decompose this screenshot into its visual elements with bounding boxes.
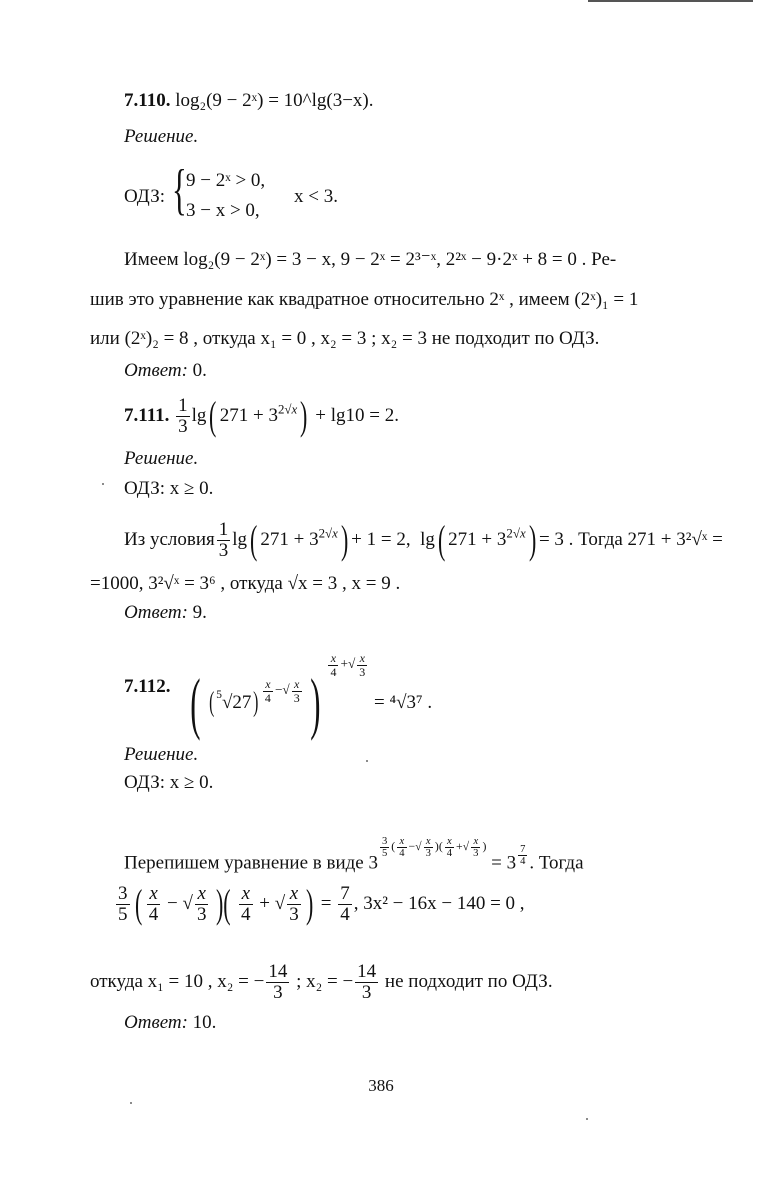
problem-number: 7.111. <box>124 404 170 426</box>
scan-speck <box>130 1102 132 1104</box>
roots-mid: x₁ = 10 , x₂ = − <box>147 970 265 992</box>
page-number: 386 <box>368 1076 394 1095</box>
answer-value: 0. <box>192 360 207 381</box>
system-brace: { <box>172 159 187 221</box>
answer-line <box>124 602 207 624</box>
roots-mid2: ; x₂ = − <box>296 970 354 992</box>
answer-label: Ответ: <box>124 1012 188 1033</box>
problem-7-112-equation: ( ( $^5$√27) $^{\frac{x}{4} -√ \frac{x}{3}}$ ) $^{\frac{x}{4} +√ \frac{x}{3}}$ = ⁴√3⁷ . <box>190 651 433 742</box>
odz-system-line-2: 3 − x > 0, <box>186 200 260 221</box>
problem-number: 7.112. <box>124 676 171 697</box>
product-equation: $\frac{3}{5}$ ( $\frac{x}{4}$ − √ $\frac{x}{3}$ )( $\frac{x}{4}$ + √ $\frac{x}{3}$ ) = $\frac{7}{4}$ , 3x² − 16x − 140 = 0 , <box>118 881 525 927</box>
solution-line-1: Имеем log₂(9 − 2ˣ) = 3 − x, 9 − 2ˣ = 2³⁻ˣ, 2²ˣ − 9·2ˣ + 8 = 0 . Ре- <box>124 249 617 270</box>
problem-equation: log₂(9 − 2ˣ) = 10^lg(3−x). <box>175 90 374 111</box>
answer-value: 9. <box>192 602 207 623</box>
odz-result: x < 3. <box>294 186 338 207</box>
condition-mid: + 1 = 2, <box>351 528 411 550</box>
odz-line: ОДЗ: x ≥ 0. <box>124 478 214 499</box>
answer-label: Ответ: <box>124 360 188 381</box>
problem-7-111-heading: 7.111. $\frac{1}{3}$ lg( $271 + 3^{2√x}) + \lg 10 = 2$. <box>124 393 399 439</box>
condition-tail: = 3 . Тогда 271 + 3²√ˣ = <box>538 528 723 550</box>
answer-label: Ответ: <box>124 602 188 623</box>
solution-line-2: шив это уравнение как квадратное относительно 2ˣ , имеем (2ˣ)₁ = 1 <box>90 289 639 310</box>
solution-line-2: =1000, 3²√ˣ = 3⁶ , откуда √x = 3 , x = 9 . <box>90 573 401 594</box>
equation-rhs: = ⁴√3⁷ . <box>373 692 433 714</box>
rewrite-label: Перепишем уравнение в виде <box>124 852 364 874</box>
scan-speck <box>102 483 104 485</box>
answer-line <box>124 1012 216 1034</box>
fraction-one-third: $\frac{1}{3}$ <box>218 519 229 561</box>
problem-7-112-heading <box>124 676 170 698</box>
odz-line: ОДЗ: x ≥ 0. <box>124 772 214 793</box>
roots-line: откуда x₁ = 10 , x₂ = − $\frac{14}{3}$ ; x₂ = − $\frac{14}{3}$ не подходит по ОДЗ. <box>90 961 553 1003</box>
solution-line-3: или (2ˣ)₂ = 8 , откуда x₁ = 0 , x₂ = 3 ; x₂ = 3 не подходит по ОДЗ. <box>90 328 600 349</box>
equation-tail: + lg10 = 2. <box>315 404 399 426</box>
odz-system-line-1: 9 − 2ˣ > 0, <box>186 170 266 191</box>
rewrite-line: Перепишем уравнение в виде 3 $^{\frac{3}{5} ( \frac{x}{4} -√ \frac{x}{3} )( \frac{x}{4} +√ \frac{x}{3} )}$ = 3 $^{\frac{7}{4}}$ . Тогда <box>124 836 584 874</box>
scan-speck <box>586 1118 588 1120</box>
solution-label: Решение. <box>124 744 199 765</box>
equation-tail: 3x² − 16x − 140 = 0 , <box>363 892 525 914</box>
scan-speck <box>366 760 368 762</box>
top-rule <box>588 0 753 2</box>
answer-line <box>124 360 207 382</box>
solution-label: Решение. <box>124 448 199 469</box>
problem-number: 7.110. <box>124 90 171 111</box>
problem-7-110-heading <box>124 90 374 112</box>
odz-label: ОДЗ: <box>124 186 166 207</box>
fraction-one-third: $\frac{1}{3}$ <box>178 395 188 437</box>
solution-label: Решение. <box>124 126 199 147</box>
rewrite-tail: . Тогда <box>529 852 584 874</box>
roots-label: откуда <box>90 970 143 992</box>
roots-tail: не подходит по ОДЗ. <box>384 970 553 992</box>
condition-line: Из условия $\frac{1}{3}$ lg( $271 + 3^{2√x}) + 1 = 2$, lg( $271 + 3^{2√x}) = 3$ . Тогда 271 + 3²√ˣ = <box>124 517 723 563</box>
answer-value: 10. <box>192 1012 217 1033</box>
condition-label: Из условия <box>124 528 215 550</box>
